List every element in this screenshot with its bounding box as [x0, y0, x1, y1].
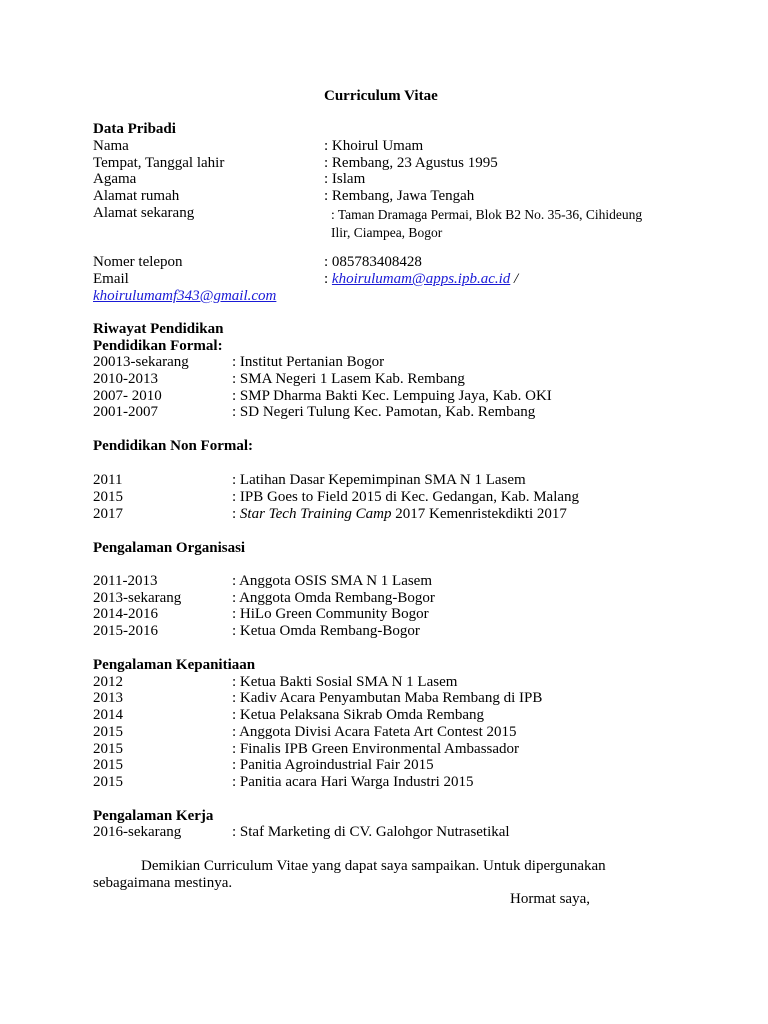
phone-value: : 085783408428	[324, 254, 422, 270]
committee-desc: : Panitia Agroindustrial Fair 2015	[232, 757, 434, 773]
current-address-value-line2: Ilir, Ciampea, Bogor	[331, 225, 443, 240]
organization-year: 2011-2013	[93, 573, 158, 589]
email-value	[324, 271, 518, 288]
nonformal-desc-italic: Star Tech Training Camp	[239, 506, 392, 522]
nonformal-desc-rest: 2017 Kemenristekdikti 2017	[391, 506, 567, 522]
formal-year: 2010-2013	[93, 371, 158, 387]
closing-line-2: sebagaimana mestinya.	[93, 875, 233, 891]
nonformal-desc: : Latihan Dasar Kepemimpinan SMA N 1 Lasem	[232, 472, 526, 488]
religion-label: Agama	[93, 171, 137, 187]
nonformal-desc-prefix: :	[232, 506, 240, 522]
home-address-label: Alamat rumah	[93, 188, 180, 204]
work-year: 2016-sekarang	[93, 824, 182, 840]
formal-desc: : SMP Dharma Bakti Kec. Lempuing Jaya, Kab. OKI	[232, 388, 552, 404]
email-line2	[93, 288, 276, 305]
nonformal-year: 2015	[93, 489, 123, 505]
email-link-primary[interactable]: khoirulumam@apps.ipb.ac.id	[331, 271, 511, 287]
work-heading: Pengalaman Kerja	[93, 808, 214, 824]
email-separator: /	[510, 271, 519, 287]
formal-desc: : SMA Negeri 1 Lasem Kab. Rembang	[232, 371, 465, 387]
phone-label: Nomer telepon	[93, 254, 183, 270]
nonformal-year: 2011	[93, 472, 123, 488]
organization-desc: : Anggota OSIS SMA N 1 Lasem	[232, 573, 433, 589]
committee-year: 2013	[93, 690, 123, 706]
birth-label: Tempat, Tanggal lahir	[93, 155, 225, 171]
organization-year: 2015-2016	[93, 623, 158, 639]
formal-year: 2001-2007	[93, 404, 158, 420]
formal-desc: : SD Negeri Tulung Kec. Pamotan, Kab. Rembang	[232, 404, 536, 420]
committee-desc: : Finalis IPB Green Environmental Ambassador	[232, 741, 520, 757]
organization-year: 2013-sekarang	[93, 590, 182, 606]
organization-year: 2014-2016	[93, 606, 158, 622]
formal-year: 2007- 2010	[93, 388, 162, 404]
work-desc: : Staf Marketing di CV. Galohgor Nutrasetikal	[232, 824, 510, 840]
birth-value: : Rembang, 23 Agustus 1995	[324, 155, 498, 171]
formal-year: 20013-sekarang	[93, 354, 189, 370]
committee-desc: : Panitia acara Hari Warga Industri 2015	[232, 774, 474, 790]
religion-value: : Islam	[324, 171, 366, 187]
home-address-value: : Rembang, Jawa Tengah	[324, 188, 475, 204]
organization-desc: : HiLo Green Community Bogor	[232, 606, 429, 622]
organization-desc: : Ketua Omda Rembang-Bogor	[232, 623, 420, 639]
committee-year: 2014	[93, 707, 123, 723]
nonformal-desc	[232, 506, 567, 523]
committee-heading: Pengalaman Kepanitiaan	[93, 657, 256, 673]
committee-desc: : Ketua Pelaksana Sikrab Omda Rembang	[232, 707, 485, 723]
committee-year: 2015	[93, 724, 123, 740]
committee-desc: : Anggota Divisi Acara Fateta Art Contest 2015	[232, 724, 517, 740]
organization-desc: : Anggota Omda Rembang-Bogor	[232, 590, 435, 606]
current-address-value: : Taman Dramaga Permai, Blok B2 No. 35-36, Cihideung	[331, 207, 643, 222]
education-heading: Riwayat Pendidikan	[93, 321, 224, 337]
committee-year: 2015	[93, 757, 123, 773]
committee-year: 2015	[93, 774, 123, 790]
committee-year: 2012	[93, 674, 123, 690]
nonformal-heading: Pendidikan Non Formal:	[93, 438, 254, 454]
formal-heading: Pendidikan Formal:	[93, 338, 223, 354]
nonformal-year: 2017	[93, 506, 123, 522]
committee-year: 2015	[93, 741, 123, 757]
closing-regards: Hormat saya,	[510, 891, 590, 907]
page-title: Curriculum Vitae	[324, 88, 438, 104]
name-label: Nama	[93, 138, 129, 154]
committee-desc: : Ketua Bakti Sosial SMA N 1 Lasem	[232, 674, 458, 690]
nonformal-desc: : IPB Goes to Field 2015 di Kec. Gedangan, Kab. Malang	[232, 489, 580, 505]
closing-line-1: Demikian Curriculum Vitae yang dapat saya sampaikan. Untuk dipergunakan	[141, 858, 606, 874]
personal-heading: Data Pribadi	[93, 121, 176, 137]
email-label: Email	[93, 271, 129, 287]
current-address-label: Alamat sekarang	[93, 205, 195, 221]
formal-desc: : Institut Pertanian Bogor	[232, 354, 385, 370]
committee-desc: : Kadiv Acara Penyambutan Maba Rembang di IPB	[232, 690, 543, 706]
email-prefix: :	[324, 271, 332, 287]
email-link-secondary[interactable]: khoirulumamf343@gmail.com	[93, 288, 277, 304]
organization-heading: Pengalaman Organisasi	[93, 540, 246, 556]
name-value: : Khoirul Umam	[324, 138, 424, 154]
